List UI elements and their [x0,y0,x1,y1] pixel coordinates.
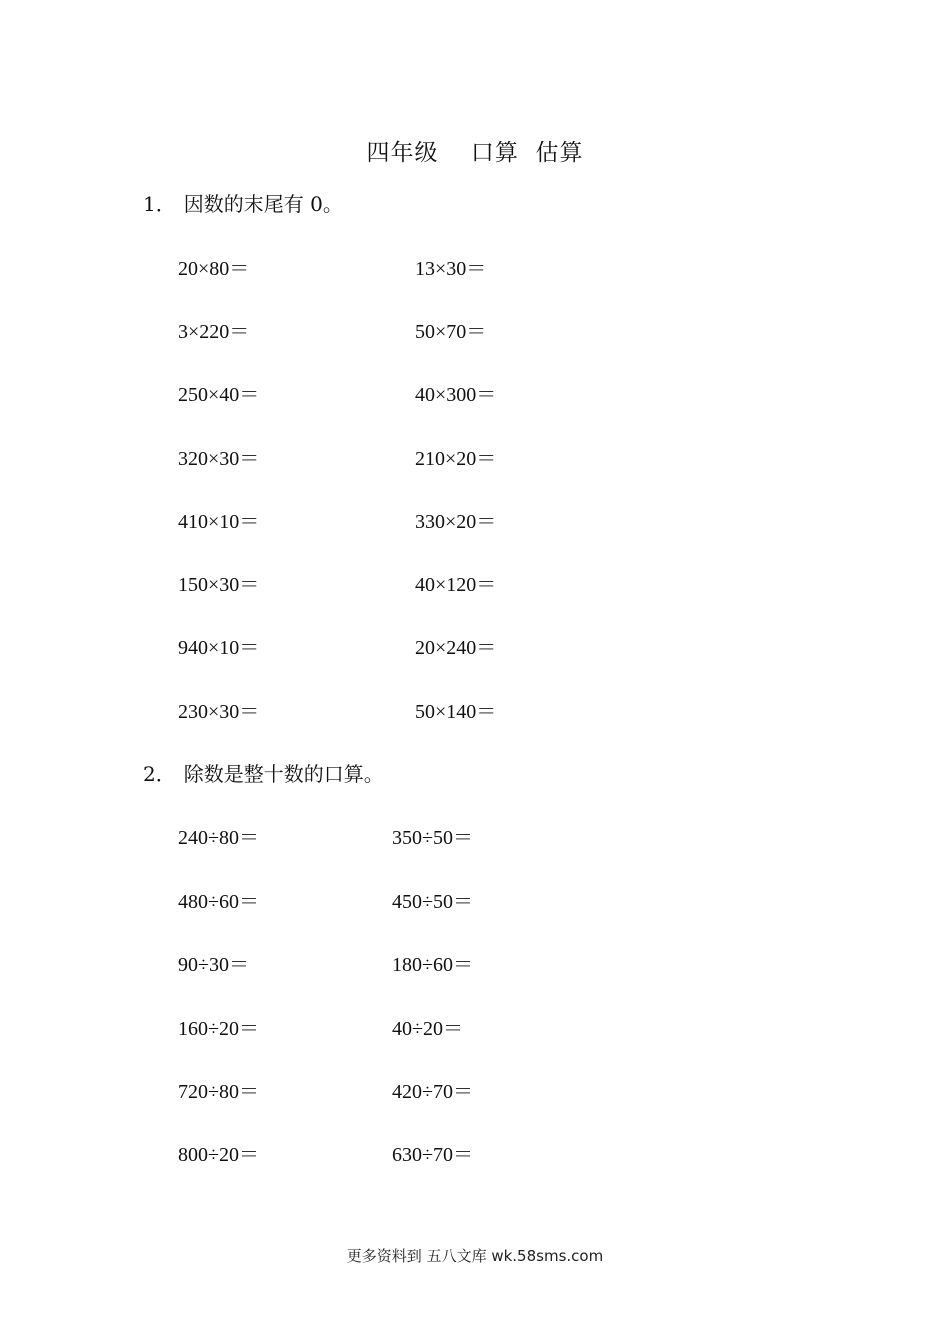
problem-2-4-right: 40÷20＝ [392,1018,463,1040]
problem-2-3-right: 180÷60＝ [392,954,473,976]
problem-1-3-left: 250×40＝ [178,384,260,406]
problem-2-3-left: 90÷30＝ [178,954,249,976]
problem-1-7-left: 940×10＝ [178,637,260,659]
section-1-title: 因数的末尾有 0。 [183,192,343,216]
page-title: 四年级 口算 估算 [366,140,584,166]
section-1-heading [143,188,343,217]
problem-1-8-left: 230×30＝ [178,701,260,723]
section-2-heading [143,758,384,787]
footer-link[interactable]: 更多资料到 五八文库 wk.58sms.com [346,1247,604,1265]
problem-2-5-left: 720÷80＝ [178,1081,259,1103]
problem-1-2-right: 50×70＝ [415,321,487,343]
problem-2-5-right: 420÷70＝ [392,1081,473,1103]
problem-2-2-right: 450÷50＝ [392,891,473,913]
section-1-number: 1． [143,192,176,216]
problem-1-3-right: 40×300＝ [415,384,497,406]
problem-2-4-left: 160÷20＝ [178,1018,259,1040]
problem-1-5-left: 410×10＝ [178,511,260,533]
problem-1-5-right: 330×20＝ [415,511,497,533]
problem-1-6-right: 40×120＝ [415,574,497,596]
problem-2-1-right: 350÷50＝ [392,827,473,849]
problem-1-4-left: 320×30＝ [178,448,260,470]
problem-1-4-right: 210×20＝ [415,448,497,470]
problem-1-8-right: 50×140＝ [415,701,497,723]
problem-1-2-left: 3×220＝ [178,321,250,343]
section-2-number: 2． [143,762,176,786]
problem-2-6-right: 630÷70＝ [392,1144,473,1166]
problem-2-1-left: 240÷80＝ [178,827,259,849]
problem-2-2-left: 480÷60＝ [178,891,259,913]
problem-2-6-left: 800÷20＝ [178,1144,259,1166]
problem-1-1-right: 13×30＝ [415,258,487,280]
problem-1-6-left: 150×30＝ [178,574,260,596]
problem-1-7-right: 20×240＝ [415,637,497,659]
section-2-title: 除数是整十数的口算。 [183,762,384,786]
problem-1-1-left: 20×80＝ [178,258,250,280]
